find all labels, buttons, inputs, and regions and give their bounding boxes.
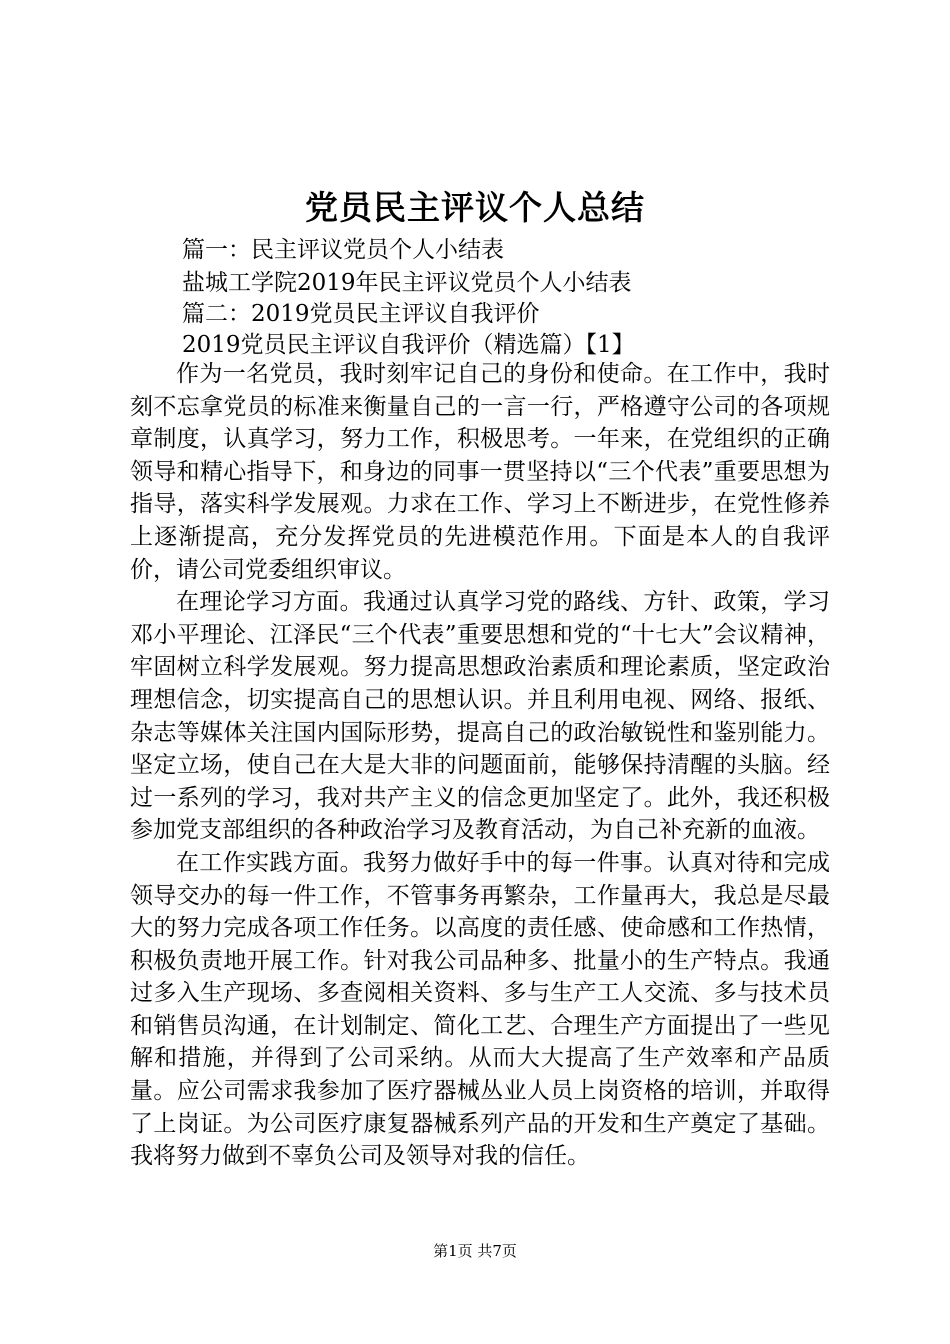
heading-selected-one: 2019党员民主评议自我评价（精选篇）【1】 (182, 332, 635, 358)
heading-form-title: 盐城工学院2019年民主评议党员个人小结表 (182, 270, 632, 296)
heading-part-two: 篇二：2019党员民主评议自我评价 (182, 301, 540, 327)
heading-part-one: 篇一：民主评议党员个人小结表 (182, 237, 504, 263)
document-body (130, 358, 830, 1173)
document-title: 党员民主评议个人总结 (305, 188, 645, 227)
paragraph-work-practice: 在工作实践方面。我努力做好手中的每一件事。认真对待和完成领导交办的每一件工作，不管事务再繁杂，工作量再大，我总是尽最大的努力完成各项工作任务。以高度的责任感、使命感和工作热情，积极负责地开展工作。针对我公司品种多、批量小的生产特点。我通过多入生产现场、多查阅相关资料、多与生产工人交流、多与技术员和销售员沟通，在计划制定、简化工艺、合理生产方面提出了一些见解和措施，并得到了公司采纳。从而大大提高了生产效率和产品质量。应公司需求我参加了医疗器械丛业人员上岗资格的培训，并取得了上岗证。为公司医疗康复器械系列产品的开发和生产奠定了基础。我将努力做到不辜负公司及领导对我的信任。 (130, 849, 830, 1170)
page-number-footer: 第1页 共7页 (433, 1242, 517, 1260)
paragraph-theory-study: 在理论学习方面。我通过认真学习党的路线、方针、政策，学习邓小平理论、江泽民“三个代表”重要思想和党的“十七大”会议精神，牢固树立科学发展观。努力提高思想政治素质和理论素质，坚定政治理想信念，切实提高自己的思想认识。并且利用电视、网络、报纸、杂志等媒体关注国内国际形势，提高自己的政治敏锐性和鉴别能力。坚定立场，使自己在大是大非的问题面前，能够保持清醒的头脑。经过一系列的学习，我对共产主义的信念更加坚定了。此外，我还积极参加党支部组织的各种政治学习及教育活动，为自己补充新的血液。 (130, 589, 830, 844)
paragraph-self-evaluation: 作为一名党员，我时刻牢记自己的身份和使命。在工作中，我时刻不忘拿党员的标准来衡量自己的一言一行，严格遵守公司的各项规章制度，认真学习，努力工作，积极思考。一年来，在党组织的正确领导和精心指导下，和身边的同事一贯坚持以“三个代表”重要思想为指导，落实科学发展观。力求在工作、学习上不断进步，在党性修养上逐渐提高，充分发挥党员的先进模范作用。下面是本人的自我评价，请公司党委组织审议。 (130, 361, 830, 583)
